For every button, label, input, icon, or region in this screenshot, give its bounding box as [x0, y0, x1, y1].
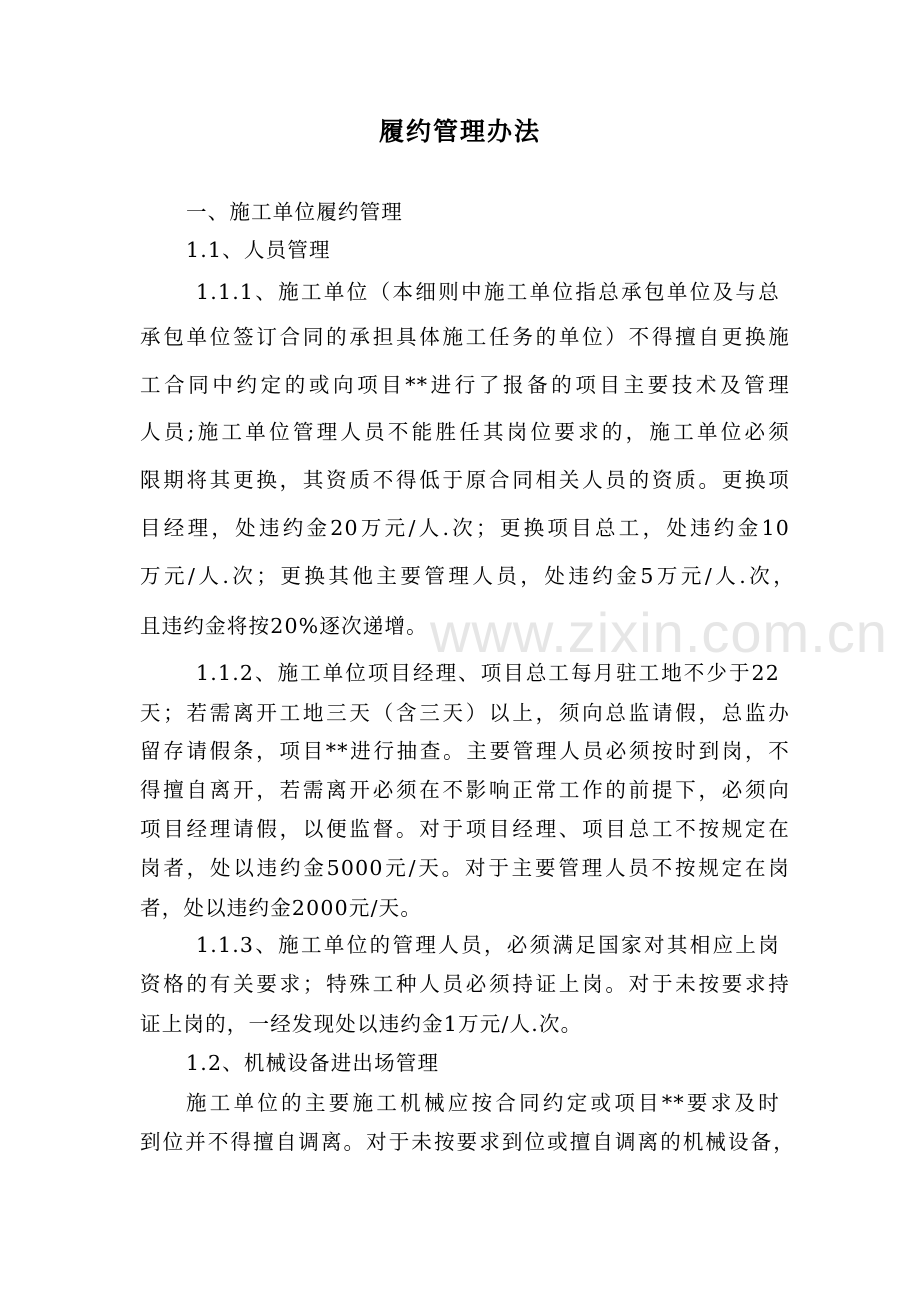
paragraph-line: 目经理，处违约金20万元/人.次；更换项目总工，处违约金10	[140, 516, 790, 540]
paragraph-line: 证上岗的，一经发现处以违约金1万元/人.次。	[140, 1012, 583, 1036]
paragraph-line: 1.1.2、施工单位项目经理、项目总工每月驻工地不少于22	[196, 661, 780, 685]
paragraph-line: 到位并不得擅自调离。对于未按要求到位或擅自调离的机械设备，	[140, 1130, 795, 1154]
subsection-heading-1-2: 1.2、机械设备进出场管理	[186, 1051, 440, 1075]
paragraph-line: 项目经理请假，以便监督。对于项目经理、项目总工不按规定在	[140, 817, 790, 841]
watermark: www.zixin.com.cn	[430, 601, 888, 664]
paragraph-line: 资格的有关要求；特殊工种人员必须持证上岗。对于未按要求持	[140, 972, 790, 996]
paragraph-line: 得擅自离开，若需离开必须在不影响正常工作的前提下，必须向	[140, 778, 790, 802]
paragraph-line: 天；若需离开工地三天（含三天）以上，须向总监请假，总监办	[140, 701, 790, 725]
paragraph-line: 1.1.1、施工单位（本细则中施工单位指总承包单位及与总	[196, 280, 780, 304]
section-heading-1: 一、施工单位履约管理	[186, 200, 403, 224]
page-title: 履约管理办法	[378, 117, 541, 146]
paragraph-line: 万元/人.次；更换其他主要管理人员，处违约金5万元/人.次，	[140, 564, 795, 588]
paragraph-line: 承包单位签订合同的承担具体施工任务的单位）不得擅自更换施	[140, 325, 790, 349]
paragraph-line: 留存请假条，项目**进行抽查。主要管理人员必须按时到岗，不	[140, 739, 790, 763]
paragraph-line: 工合同中约定的或向项目**进行了报备的项目主要技术及管理	[140, 373, 790, 397]
paragraph-line: 岗者，处以违约金5000元/天。对于主要管理人员不按规定在岗	[140, 856, 790, 880]
paragraph-line: 者，处以违约金2000元/天。	[140, 896, 423, 920]
paragraph-line: 限期将其更换，其资质不得低于原合同相关人员的资质。更换项	[140, 468, 790, 492]
paragraph-line: 人员;施工单位管理人员不能胜任其岗位要求的，施工单位必须	[140, 420, 790, 444]
paragraph-line: 施工单位的主要施工机械应按合同约定或项目**要求及时	[186, 1091, 780, 1115]
paragraph-line: 且违约金将按20%逐次递增。	[140, 614, 428, 638]
subsection-heading-1-1: 1.1、人员管理	[186, 238, 331, 262]
paragraph-line: 1.1.3、施工单位的管理人员，必须满足国家对其相应上岗	[196, 933, 780, 957]
